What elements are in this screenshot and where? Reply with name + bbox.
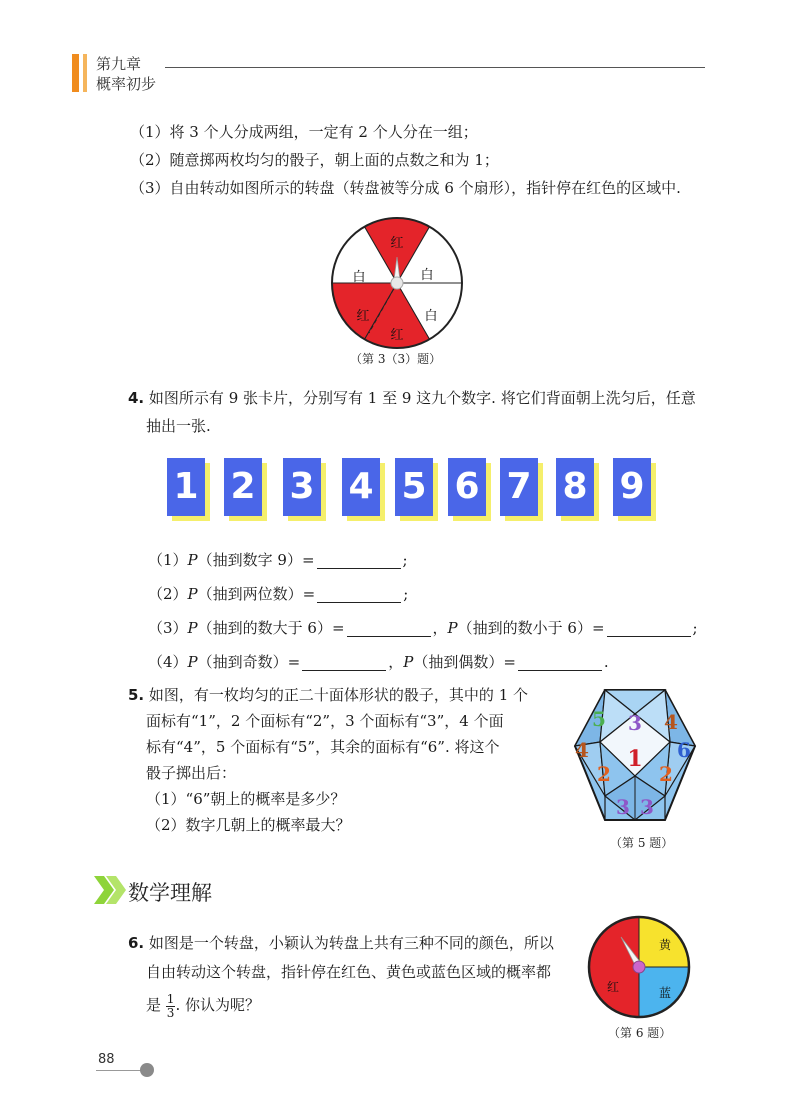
- answer-blank[interactable]: [518, 656, 602, 671]
- part-index: （4）: [148, 653, 188, 671]
- die-face-label: 2: [659, 762, 673, 786]
- q5-caption: （第 5 题）: [610, 836, 674, 850]
- answer-blank[interactable]: [302, 656, 386, 671]
- card-digit: 4: [342, 458, 380, 516]
- q3-spinner: [330, 216, 464, 350]
- q3-sector-label: 白: [420, 268, 434, 283]
- part-end: ;: [403, 585, 409, 603]
- q5-line-5: （1）“6”朝上的概率是多少？: [146, 790, 346, 808]
- part-expr: （抽到的数小于 6）=: [457, 619, 605, 637]
- page-number: 88: [98, 1052, 115, 1067]
- q6-sector-label: 黄: [658, 938, 672, 952]
- card-digit: 8: [556, 458, 594, 516]
- chapter-subtitle: 概率初步: [96, 75, 157, 93]
- answer-blank[interactable]: [607, 622, 691, 637]
- prob-symbol: P: [187, 619, 198, 637]
- card-digit: 7: [500, 458, 538, 516]
- prob-symbol: P: [187, 585, 198, 603]
- q5-line-4: 骰子掷出后：: [146, 764, 237, 782]
- prob-symbol: P: [447, 619, 458, 637]
- fraction: [166, 993, 176, 1020]
- q3-item-1: （1）将 3 个人分成两组，一定有 2 个人分在一组；: [130, 123, 478, 141]
- q5-line-1: [128, 683, 528, 707]
- chapter-heading: [96, 54, 156, 94]
- card-digit: 1: [167, 458, 205, 516]
- prob-symbol: P: [403, 653, 414, 671]
- fraction-numerator: 1: [166, 991, 175, 1006]
- section-title: 数学理解: [128, 881, 212, 905]
- q5-line-3: 标有“4”，5 个面标有“5”，其余的面标有“6”. 将这个: [146, 738, 500, 756]
- part-expr: （抽到两位数）=: [197, 585, 316, 603]
- part-expr: （抽到奇数）=: [197, 653, 301, 671]
- q4-line-2: 抽出一张.: [146, 417, 211, 435]
- q3-sector-label: 红: [356, 309, 370, 324]
- prob-symbol: P: [187, 551, 198, 569]
- q3-item-3: （3）自由转动如图所示的转盘（转盘被等分成 6 个扇形），指针停在红色的区域中.: [130, 179, 681, 197]
- q6-line-3: [146, 990, 260, 1020]
- card-digit: 2: [224, 458, 262, 516]
- die-face-label: 3: [628, 711, 642, 735]
- q5-number: 5.: [128, 686, 145, 704]
- die-face-label: 6: [677, 738, 691, 762]
- q3-sector-label: 白: [424, 309, 438, 324]
- q6-sector-label: 红: [606, 980, 620, 994]
- q5-line-6: （2）数字几朝上的概率最大？: [146, 816, 351, 834]
- part-expr: （抽到数字 9）=: [197, 551, 315, 569]
- q4-part-3: [148, 616, 698, 640]
- q6-spinner: [584, 912, 694, 1022]
- part-end: ;: [692, 619, 698, 637]
- part-end: ;: [402, 551, 408, 569]
- q5-icosahedron-die: [570, 686, 700, 826]
- die-face-label: 4: [664, 710, 678, 734]
- chapter-title: 第九章: [96, 55, 142, 73]
- part-sep: ，: [388, 653, 404, 671]
- answer-blank[interactable]: [317, 554, 401, 569]
- q3-caption: （第 3（3）题）: [350, 352, 442, 366]
- footer-dot-icon: [140, 1063, 154, 1077]
- q4-part-1: [148, 548, 408, 572]
- answer-blank[interactable]: [347, 622, 431, 637]
- die-face-label: 2: [597, 762, 611, 786]
- chapter-accent-bar-light: [83, 54, 87, 92]
- q3-item-2: （2）随意掷两枚均匀的骰子，朝上面的点数之和为 1；: [130, 151, 499, 169]
- q6-text: 如图是一个转盘，小颖认为转盘上共有三种不同的颜色，所以: [148, 934, 554, 952]
- q6-sector-label: 蓝: [658, 986, 672, 1000]
- chapter-accent-bar: [72, 54, 79, 92]
- q3-sector-label: 红: [390, 328, 404, 343]
- q6-caption: （第 6 题）: [608, 1026, 672, 1040]
- die-face-label: 3: [640, 795, 654, 819]
- card-digit: 5: [395, 458, 433, 516]
- part-sep: ，: [432, 619, 448, 637]
- fraction-denominator: 3: [166, 1005, 175, 1020]
- q4-part-2: [148, 582, 408, 606]
- card-digit: 6: [448, 458, 486, 516]
- q4-part-4: [148, 650, 609, 674]
- part-index: （1）: [148, 551, 188, 569]
- q6-text-pre: 是: [146, 996, 162, 1014]
- card-digit: 9: [613, 458, 651, 516]
- part-expr: （抽到偶数）=: [413, 653, 516, 671]
- part-expr: （抽到的数大于 6）=: [197, 619, 345, 637]
- q3-sector-label: 白: [352, 270, 366, 285]
- die-face-label: 1: [627, 746, 643, 772]
- q6-text-post: . 你认为呢？: [175, 996, 260, 1014]
- card-digit: 3: [283, 458, 321, 516]
- q5-line-2: 面标有“1”，2 个面标有“2”，3 个面标有“3”，4 个面: [146, 712, 504, 730]
- part-index: （3）: [148, 619, 188, 637]
- q5-text: 如图，有一枚均匀的正二十面体形状的骰子，其中的 1 个: [148, 686, 529, 704]
- die-face-label: 3: [616, 795, 630, 819]
- q4-text: 如图所示有 9 张卡片，分别写有 1 至 9 这九个数字. 将它们背面朝上洗匀后，任意: [148, 389, 696, 407]
- footer-rule: [96, 1070, 144, 1071]
- die-face-label: 4: [575, 738, 589, 762]
- q4-number: 4.: [128, 389, 145, 407]
- part-end: .: [603, 653, 609, 671]
- q3-sector-label: 红: [390, 236, 404, 251]
- part-index: （2）: [148, 585, 188, 603]
- q6-line-2: 自由转动这个转盘，指针停在红色、黄色或蓝色区域的概率都: [146, 963, 552, 981]
- number-cards: [167, 458, 667, 522]
- answer-blank[interactable]: [317, 588, 401, 603]
- die-face-label: 5: [592, 707, 606, 731]
- q6-number: 6.: [128, 934, 145, 952]
- q4-line-1: [128, 386, 696, 410]
- prob-symbol: P: [187, 653, 198, 671]
- header-rule: [165, 67, 705, 68]
- q6-line-1: [128, 931, 554, 955]
- section-chevron-icon: [94, 876, 130, 904]
